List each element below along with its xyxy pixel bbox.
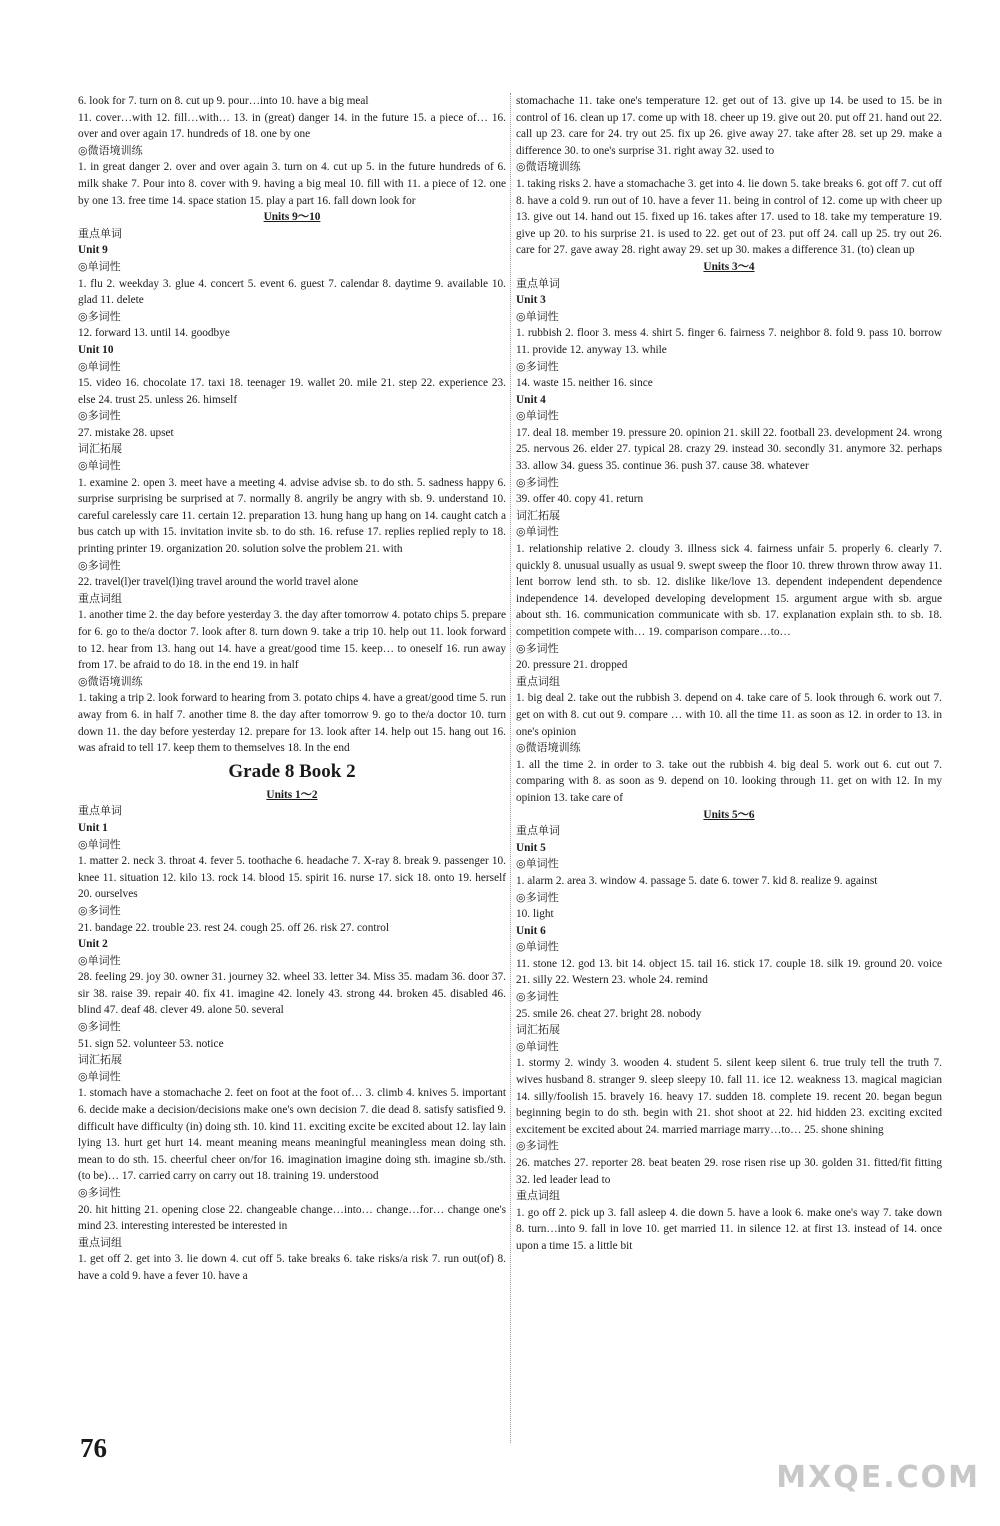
- answer-line: 14. waste 15. neither 16. since: [516, 377, 653, 390]
- category-label: 词汇拓展: [78, 442, 122, 456]
- category-label: ◎多词性: [516, 1139, 559, 1153]
- answer-line: 11. cover…with 12. fill…with… 13. in (great) danger 14. in the future 15. a piece of… 16. over and over again 17. hundreds of 18. one by one: [78, 111, 506, 141]
- answer-line: 1. relationship relative 2. cloudy 3. illness sick 4. fairness unfair 5. properly 6. clearly 7. quickly 8. unusual usually as usual 9. swept sweep the floor 10. threw thrown throw away 11. lent borrow lend sth. to sb. 12. dislike like/love 13. dependent independent dependence independence 14. developed developing development 15. argument argue with sb. argue about sth. 16. communication communicate with sb. 17. explanation explain sth. to sb. 18. competition compete with… 19. comparison compare…to…: [516, 543, 942, 638]
- answer-line: 15. video 16. chocolate 17. taxi 18. teenager 19. wallet 20. mile 21. step 22. experience 23. else 24. trust 25. unless 26. himself: [78, 377, 506, 406]
- right-column: [516, 93, 942, 1255]
- answer-line: 17. deal 18. member 19. pressure 20. opinion 21. skill 22. football 23. development 24. wrong 25. nervous 26. elder 27. typical 28. crazy 29. instead 30. secondly 31. anymore 32. perhaps 33. allow 34. guess 35. continue 36. push 37. cause 38. whatever: [516, 426, 942, 473]
- category-label: ◎多词性: [516, 475, 559, 489]
- category-label: 词汇拓展: [78, 1053, 122, 1067]
- category-label: ◎微语境训练: [78, 143, 143, 157]
- answer-line: 20. pressure 21. dropped: [516, 659, 628, 672]
- category-label: ◎单词性: [78, 1069, 121, 1083]
- watermark-logo: MXQE.COM: [776, 1460, 980, 1495]
- category-label: ◎单词性: [516, 525, 559, 539]
- category-label: ◎微语境训练: [516, 741, 581, 755]
- left-column: [78, 93, 506, 1285]
- category-label: 词汇拓展: [516, 1023, 560, 1037]
- category-label: ◎单词性: [516, 857, 559, 871]
- answer-line: 51. sign 52. volunteer 53. notice: [78, 1037, 224, 1050]
- answer-line: 10. light: [516, 908, 554, 921]
- column-divider: [510, 93, 512, 1443]
- category-label: ◎多词性: [78, 1020, 121, 1034]
- category-label: ◎多词性: [78, 1186, 121, 1199]
- category-label: 重点单词: [78, 226, 122, 240]
- answer-line: 11. stone 12. god 13. bit 14. object 15. tail 16. stick 17. couple 18. silk 19. ground 20. voice 21. silly 22. Western 23. whole 24. remind: [516, 957, 942, 987]
- section-heading: Grade 8 Book 2: [228, 760, 356, 782]
- answer-line: 1. big deal 2. take out the rubbish 3. depend on 4. take care of 5. look through 6. work out 7. get on with 8. cut out 9. compare … with 10. all the time 11. as soon as 12. in order to 13. in one's opinion: [516, 692, 942, 738]
- answer-line: 26. matches 27. reporter 28. beat beaten 29. rose risen rise up 30. golden 31. fitted/fit fitting 32. led leader lead to: [516, 1157, 942, 1186]
- category-label: ◎单词性: [78, 259, 121, 273]
- category-label: ◎单词性: [78, 837, 121, 851]
- unit-heading: Unit 4: [516, 393, 546, 406]
- category-label: 重点单词: [78, 804, 122, 818]
- answer-line: 1. alarm 2. area 3. window 4. passage 5. date 6. tower 7. kid 8. realize 9. against: [516, 874, 878, 887]
- category-label: 重点词组: [78, 591, 122, 605]
- category-label: ◎多词性: [78, 409, 121, 423]
- answer-line: 1. taking a trip 2. look forward to hearing from 3. potato chips 4. have a great/good time 5. run away from 6. in half 7. another time 8. the day after tomorrow 9. go to the/a doctor 10. turn down 11. the day before yesterday 12. prepare for 13. look after 14. help out 15. hang out 16. was afraid to tell 17. keep them to themselves 18. In the end: [78, 692, 506, 755]
- answer-line: 20. hit hitting 21. opening close 22. changeable change…into… change…for… change one's mind 23. interesting interested be interested in: [78, 1203, 506, 1233]
- section-heading: Units 5～6: [703, 808, 755, 821]
- category-label: ◎单词性: [516, 409, 559, 423]
- answer-line: 28. feeling 29. joy 30. owner 31. journey 32. wheel 33. letter 34. Miss 35. madam 36. door 37. sir 38. raise 39. repair 40. fix 41. imagine 42. lonely 43. strong 44. broken 45. disabled 46. blind 47. deaf 48. clever 49. alone 50. several: [78, 971, 506, 1017]
- answer-line: 27. mistake 28. upset: [78, 426, 174, 439]
- page-number: 76: [80, 1433, 107, 1463]
- category-label: ◎单词性: [78, 459, 121, 473]
- answer-line: 1. another time 2. the day before yesterday 3. the day after tomorrow 4. potato chips 5. prepare for 6. go to the/a doctor 7. look after 8. turn down 9. take a trip 10. help out 11. look forward to 12. hear from 13. hang out 14. have a great/good time 15. keep… to oneself 16. run away from 17. be afraid to do 18. in the end 19. in half: [78, 609, 506, 672]
- unit-heading: Unit 9: [78, 244, 108, 257]
- answer-line: 1. get off 2. get into 3. lie down 4. cut off 5. take breaks 6. take risks/a risk 7. run out(of) 8. have a cold 9. have a fever 10. have a: [78, 1253, 506, 1282]
- category-label: 重点单词: [516, 276, 560, 290]
- unit-heading: Unit 1: [78, 821, 108, 834]
- section-heading: Units 1～2: [266, 788, 318, 801]
- category-label: ◎多词性: [516, 359, 559, 373]
- category-label: ◎单词性: [78, 953, 121, 967]
- unit-heading: Unit 3: [516, 294, 546, 307]
- answer-line: 1. stomach have a stomachache 2. feet on foot at the foot of… 3. climb 4. knives 5. important 6. decide make a decision/decisions make one's own decision 7. die dead 8. satisfy satisfied 9. difficult have difficulty (in) doing sth. 10. kind 11. exciting excite be excited about 12. lay lain lying 13. hurt get hurt 14. meant meaning means meaningful meaningless mean doing sth. mean to do sth. 15. cheerful cheer on/for 16. imagination imagine doing sth. imagine sb./sth. (to be)… 17. carried carry on carry out 18. training 19. understood: [78, 1087, 506, 1183]
- category-label: ◎单词性: [516, 1039, 559, 1053]
- answer-line: 1. in great danger 2. over and over again 3. turn on 4. cut up 5. in the future hundreds of 6. milk shake 7. Pour into 8. cover with 9. having a big meal 10. fill with 11. a piece of 12. one by one 13. free time 14. space station 15. play a part 16. fall down look for: [78, 161, 506, 207]
- category-label: ◎单词性: [78, 359, 121, 373]
- answer-line: 6. look for 7. turn on 8. cut up 9. pour…into 10. have a big meal: [78, 95, 369, 107]
- category-label: ◎单词性: [516, 309, 559, 323]
- category-label: ◎微语境训练: [78, 674, 143, 688]
- category-label: ◎多词性: [78, 309, 121, 323]
- answer-line: 21. bandage 22. trouble 23. rest 24. cough 25. off 26. risk 27. control: [78, 921, 390, 934]
- answer-line: 22. travel(l)er travel(l)ing travel around the world travel alone: [78, 576, 359, 589]
- answer-line: 1. rubbish 2. floor 3. mess 4. shirt 5. finger 6. fairness 7. neighbor 8. fold 9. pass 10. borrow 11. provide 12. anyway 13. while: [516, 327, 942, 356]
- unit-heading: Unit 6: [516, 924, 546, 937]
- category-label: ◎微语境训练: [516, 160, 581, 174]
- answer-line: stomachache 11. take one's temperature 12. get out of 13. give up 14. be used to 15. be in control of 16. clean up 17. come up with 18. cheer up 19. give out 20. put off 21. hand out 22. call up 23. care for 24. try out 25. fix up 26. give away 27. take after 28. set up 29. make a difference 30. to one's surprise 31. right away 32. used to: [516, 95, 942, 157]
- category-label: 重点词组: [516, 1189, 560, 1203]
- section-heading: Units 3～4: [703, 260, 755, 273]
- answer-line: 1. examine 2. open 3. meet have a meeting 4. advise advise sb. to do sth. 5. sadness happy 6. surprise surprising be surprised at 7. normally 8. angrily be angry with sb. 9. understand 10. careful carelessly care 11. certain 12. preparation 13. hung hang up hang on 14. caught catch a bus catch up with 15. invitation invite sb. to do sth. 16. refuse 17. replies replied reply to 18. printing printer 19. organization 20. solution solve the problem 21. with: [78, 476, 506, 556]
- unit-heading: Unit 10: [78, 343, 114, 356]
- answer-line: 1. go off 2. pick up 3. fall asleep 4. die down 5. have a look 6. make one's way 7. take down 8. turn…into 9. fall in love 10. get married 11. in silence 12. at first 13. instead of 14. once upon a time 15. a little bit: [516, 1206, 942, 1252]
- category-label: 重点词组: [516, 674, 560, 688]
- unit-heading: Unit 5: [516, 841, 546, 854]
- answer-line: 1. flu 2. weekday 3. glue 4. concert 5. event 6. guest 7. calendar 8. daytime 9. available 10. glad 11. delete: [78, 277, 506, 307]
- answer-line: 1. stormy 2. windy 3. wooden 4. student 5. silent keep silent 6. true truly tell the truth 7. wives husband 8. stranger 9. sleep sleepy 10. fall 11. ice 12. weakness 13. magical magician 14. silly/foolish 15. bravely 16. heavy 17. sudden 18. complete 19. recent 20. began begun beginning begin to do sth. begin with 21. shot shoot at 22. hid hidden 23. exciting excited excitement be excited about 24. married marriage marry…to… 25. shone shining: [516, 1057, 942, 1136]
- answer-line: 1. matter 2. neck 3. throat 4. fever 5. toothache 6. headache 7. X-ray 8. break 9. passenger 10. knee 11. situation 12. kilo 13. rock 14. blood 15. spirit 16. nurse 17. sick 18. onto 19. herself 20. ourselves: [78, 855, 506, 901]
- answer-line: 12. forward 13. until 14. goodbye: [78, 327, 230, 340]
- answer-line: 39. offer 40. copy 41. return: [516, 493, 644, 506]
- category-label: ◎多词性: [516, 890, 559, 904]
- category-label: ◎多词性: [516, 641, 559, 655]
- answer-line: 1. all the time 2. in order to 3. take out the rubbish 4. big deal 5. work out 6. cut out 7. comparing with 8. as soon as 9. depend on 10. looking through 11. get on with 12. In my opinion 13. take care of: [516, 758, 942, 804]
- category-label: 词汇拓展: [516, 508, 560, 522]
- answer-line: 25. smile 26. cheat 27. bright 28. nobody: [516, 1007, 702, 1020]
- section-heading: Units 9～10: [263, 211, 321, 224]
- answer-line: 1. taking risks 2. have a stomachache 3. get into 4. lie down 5. take breaks 6. got off 7. cut off 8. have a cold 9. run out of 10. have a fever 11. being in control of 12. come up with cheer up 13. give out 14. hand out 15. fixed up 16. takes after 17. used to 18. take my temperature 19. give up 20. to his surprise 21. is used to 22. get out of 23. put off 24. call up 25. try out 26. care for 27. gave away 28. right away 29. set up 30. makes a difference 31. (to) clean up: [516, 177, 942, 257]
- category-label: ◎单词性: [516, 940, 559, 954]
- category-label: ◎多词性: [78, 903, 121, 917]
- unit-heading: Unit 2: [78, 938, 108, 951]
- category-label: 重点词组: [78, 1235, 122, 1249]
- category-label: 重点单词: [516, 824, 560, 838]
- category-label: ◎多词性: [78, 558, 121, 572]
- category-label: ◎多词性: [516, 990, 559, 1004]
